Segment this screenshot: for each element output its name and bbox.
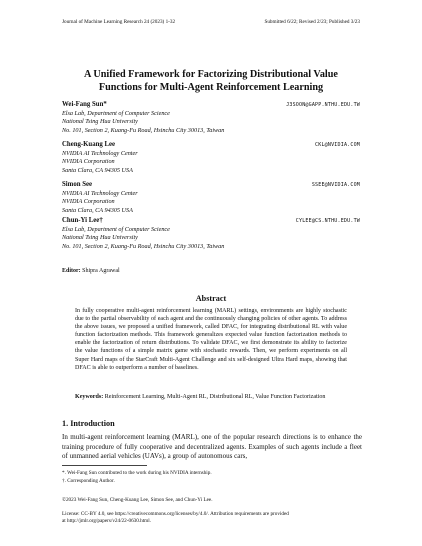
author-affiliation: NVIDIA AI Technology Center (62, 189, 138, 197)
editor-line (62, 268, 120, 274)
author-block (62, 181, 360, 215)
author-block (62, 101, 360, 135)
author-email[interactable]: CKL@NVIDIA.COM (315, 142, 360, 148)
author-name: Wei-Fang Sun* (62, 101, 107, 108)
author-affiliation: National Tsing Hua University (62, 234, 138, 242)
author-affiliation: NVIDIA Corporation (62, 198, 115, 206)
author-email[interactable]: SSEE@NVIDIA.COM (311, 182, 360, 188)
footnote-dagger: †. Corresponding Author. (62, 478, 115, 484)
footnote-rule (62, 465, 147, 466)
running-header (62, 19, 360, 25)
author-affiliation: No. 101, Section 2, Kuang-Fu Road, Hsinchu City 30013, Taiwan (62, 126, 225, 134)
author-name: Chun-Yi Lee† (62, 217, 103, 224)
license-line-1[interactable]: License: CC-BY 4.0, see https://creativecommons.org/licenses/by/4.0/. Attribution requirements are provided (62, 511, 289, 517)
author-block (62, 217, 360, 251)
author-affiliation: Santa Clara, CA 94305 USA (62, 206, 133, 214)
author-affiliation: Elsa Lab, Department of Computer Science (62, 109, 170, 117)
author-affiliation: NVIDIA AI Technology Center (62, 149, 138, 157)
section-body: In multi-agent reinforcement learning (MARL), one of the popular research directions is to enhance the training procedure of fully cooperative and decentralized agents. Examples of such agents include a fleet of unmanned aerial vehicles (UAVs), a group of autonomous cars, (62, 433, 362, 461)
author-affiliation: NVIDIA Corporation (62, 158, 115, 166)
paper-title (40, 68, 382, 94)
footnote-star: *. Wei-Fang Sun contributed to the work during his NVIDIA internship. (62, 470, 212, 476)
editor-name: Shipra Agrawal (82, 268, 120, 274)
author-name: Cheng-Kuang Lee (62, 141, 116, 148)
author-email[interactable]: CYLEE@CS.NTHU.EDU.TW (295, 218, 360, 224)
abstract-heading: Abstract (195, 294, 227, 303)
editor-label: Editor: (62, 268, 81, 274)
keywords-label: Keywords: (75, 394, 104, 400)
author-affiliation: National Tsing Hua University (62, 118, 138, 126)
author-affiliation: No. 101, Section 2, Kuang-Fu Road, Hsinchu City 30013, Taiwan (62, 242, 225, 250)
author-name: Simon See (62, 181, 93, 188)
copyright-line: ©2023 Wei-Fang Sun, Cheng-Kuang Lee, Simon See, and Chun-Yi Lee. (62, 497, 213, 503)
title-line-2: Functions for Multi-Agent Reinforcement Learning (98, 82, 324, 93)
keywords-list: Reinforcement Learning, Multi-Agent RL, Distributional RL, Value Function Factorization (104, 394, 326, 400)
title-line-1: A Unified Framework for Factorizing Distributional Value (84, 69, 338, 80)
journal-name: Journal of Machine Learning Research 24 (2023) 1-32 (62, 19, 176, 25)
abstract-body: In fully cooperative multi-agent reinforcement learning (MARL) settings, environments are highly stochastic due to the partial observability of each agent and the continuously changing policies of other agents. To address the above issues, we proposed a unified framework, called DFAC, for integrating distributional RL with value function factorization methods. This framework generalizes expected value function factorization methods to enable the factorization of return distributions. To validate DFAC, we first demonstrate its ability to factorize the value functions of a simple matrix game with stochastic rewards. Then, we perform experiments on all Super Hard maps of the StarCraft Multi-Agent Challenge and six self-designed Ultra Hard maps, showing that DFAC is able to outperform a number of baselines. (75, 308, 347, 371)
author-affiliation: Santa Clara, CA 94305 USA (62, 166, 133, 174)
author-affiliation: Elsa Lab, Department of Computer Science (62, 225, 170, 233)
author-block (62, 141, 360, 175)
license-line-2[interactable]: at http://jmlr.org/papers/v24/22-0630.html. (62, 517, 151, 524)
author-email[interactable]: J3SOON@GAPP.NTHU.EDU.TW (286, 102, 360, 108)
keywords (75, 393, 347, 401)
section-heading: 1. Introduction (62, 419, 115, 428)
submission-dates: Submitted 6/22; Revised 2/23; Published 3/23 (264, 19, 360, 25)
